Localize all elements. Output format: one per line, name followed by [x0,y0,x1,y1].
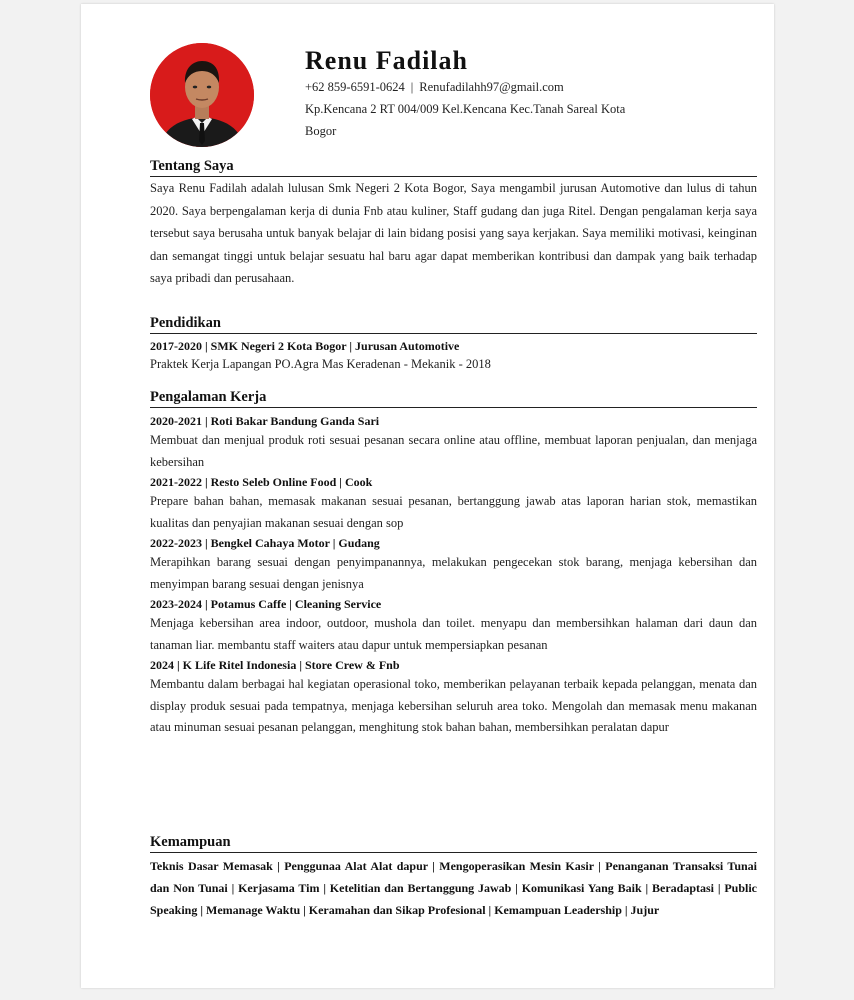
job-item [150,473,757,534]
job-heading: 2021-2022 | Resto Seleb Online Food | Cook [150,475,373,489]
job-item [150,534,757,595]
contact-separator: | [410,80,414,94]
job-heading: 2023-2024 | Potamus Caffe | Cleaning Service [150,597,382,611]
contact-line [305,76,685,98]
email-address: Renufadilahh97@gmail.com [419,80,564,94]
job-heading: 2020-2021 | Roti Bakar Bandung Ganda Sari [150,414,380,428]
job-description: Membantu dalam berbagai hal kegiatan operasional toko, memberikan pelayanan terbaik kepada pelanggan, menata dan display produk sesuai pada tempatnya, menjaga kebersihan seluruh area toko. Mengolah dan memasak menu makanan atau minuman sesuai pesanan pelanggan, menghitung stok bahan bahan, membersihkan peralatan dapur [150,677,757,734]
skills-section [150,833,757,921]
education-school: 2017-2020 | SMK Negeri 2 Kota Bogor | Jurusan Automotive [150,339,460,353]
header-block [305,46,685,142]
job-item [150,412,757,473]
experience-section [150,388,757,739]
skills-title: Kemampuan [150,833,757,853]
cv-page [81,4,774,988]
home-address: Kp.Kencana 2 RT 004/009 Kel.Kencana Kec.Tanah Sareal Kota Bogor [305,102,626,138]
profile-photo-icon [150,43,254,147]
about-title: Tentang Saya [150,157,757,177]
education-title: Pendidikan [150,314,757,334]
education-section [150,314,757,373]
education-internship: Praktek Kerja Lapangan PO.Agra Mas Keradenan - Mekanik - 2018 [150,357,491,371]
experience-title: Pengalaman Kerja [150,388,757,408]
job-item [150,595,757,656]
phone-number: +62 859-6591-0624 [305,80,405,94]
job-description: Prepare bahan bahan, memasak makanan sesuai pesanan, bertanggung jawab atas laporan harian stok, memastikan kualitas dan penyajian makanan sesuai dengan sop [150,494,757,530]
about-section [150,157,757,290]
skills-text: Teknis Dasar Memasak | Penggunaa Alat Alat dapur | Mengoperasikan Mesin Kasir | Penanganan Transaksi Tunai dan Non Tunai | Kerjasama Tim | Ketelitian dan Bertanggung Jawab | Komunikasi Yang Baik | Beradaptasi | Public Speaking | Memanage Waktu | Keramahan dan Sikap Profesional | Kemampuan Leadership | Jujur [150,859,757,917]
job-description: Menjaga kebersihan area indoor, outdoor, mushola dan toilet. menyapu dan membersihkan halaman dari daun dan tanaman liar. membantu staff waiters atau dapur untuk mempersiapkan pesanan [150,616,757,652]
job-description: Membuat dan menjual produk roti sesuai pesanan secara online atau offline, membuat laporan penjualan, dan menjaga kebersihan [150,433,757,469]
job-heading: 2022-2023 | Bengkel Cahaya Motor | Gudang [150,536,380,550]
candidate-name: Renu Fadilah [305,46,468,75]
job-heading: 2024 | K Life Ritel Indonesia | Store Crew & Fnb [150,658,400,672]
job-description: Merapihkan barang sesuai dengan penyimpanannya, melakukan pengecekan stok barang, menjaga kebersihan dan menyimpan barang sesuai dengan jenisnya [150,555,757,591]
about-text: Saya Renu Fadilah adalah lulusan Smk Negeri 2 Kota Bogor, Saya mengambil jurusan Automotive dan lulus di tahun 2020. Saya berpengalaman kerja di dunia Fnb atau kuliner, Staff gudang dan juga Ritel. Dengan pengalaman kerja saya tersebut saya berusaha untuk banyak belajar di lain bidang posisi yang saya kerjakan. Saya memiliki motivasi, keinginan dan semangat tinggi untuk belajar sesuatu hal baru agar dapat memberikan kontribusi dan dampak yang baik terhadap saya pribadi dan perusahaan. [150,181,757,285]
job-item [150,656,757,739]
